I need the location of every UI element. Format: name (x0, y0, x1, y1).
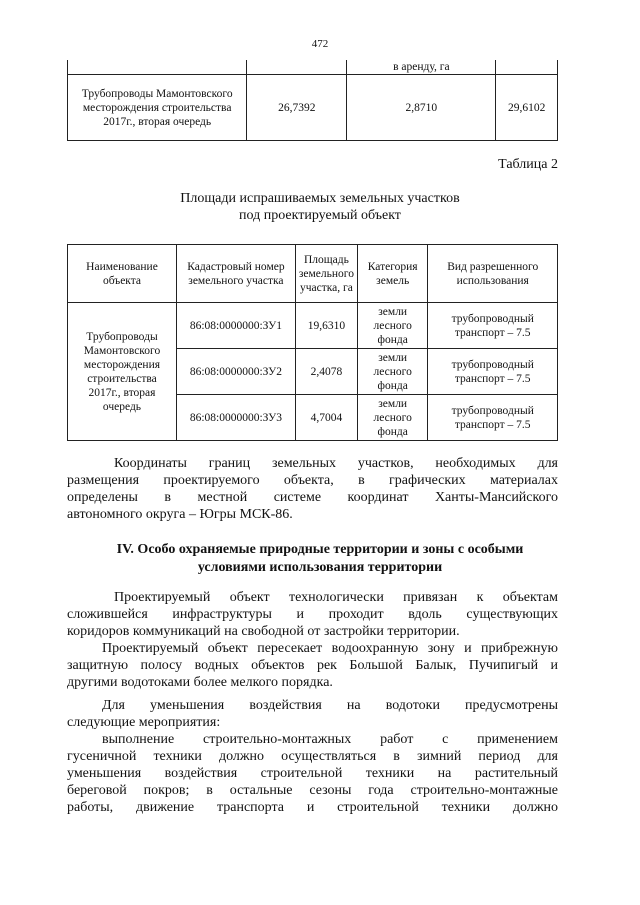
table-title-line: Площади испрашиваемых земельных участков (180, 191, 460, 206)
paragraph-coordinates (67, 455, 558, 523)
area-cell: 4,7004 (295, 395, 357, 441)
table-row (68, 303, 558, 349)
text-line: Проектируемый объект пересекает водоохранную зону и прибрежную (102, 641, 558, 656)
paragraph-1 (67, 589, 558, 640)
text-line: защитную полосу водных объектов рек Большой Балык, Пучипигый и (67, 658, 558, 673)
page-number: 472 (311, 38, 329, 50)
land-category-cell: земли лесного фонда (357, 303, 428, 349)
paragraph-3 (67, 697, 558, 731)
table-cell (247, 60, 347, 75)
header-object-name: Наименование объекта (68, 245, 177, 303)
table-cell-header-fragment: в аренду, га (347, 60, 496, 75)
permitted-use-cell: трубопроводный транспорт – 7.5 (428, 349, 558, 395)
text-line: Для уменьшения воздействия на водотоки предусмотрены (102, 698, 558, 713)
header-permitted-use: Вид разрешенного использования (428, 245, 558, 303)
land-category-cell: земли лесного фонда (357, 349, 428, 395)
text-line: Проектируемый объект технологически привязан к объектам (114, 590, 558, 605)
cadastral-number-cell: 86:08:0000000:ЗУ1 (176, 303, 295, 349)
object-name-cell: Трубопроводы Мамонтовского месторождения строительства 2017г., вторая очередь (68, 303, 177, 441)
text-line: определены в местной системе координат Ханты-Мансийского (67, 490, 558, 505)
table-title (0, 190, 640, 224)
text-line: гусеничной техники должно осуществляться в зимний период для (67, 749, 558, 764)
value-cell: 29,6102 (496, 75, 558, 141)
text-line: другими водотоками более мелкого порядка. (67, 675, 333, 690)
object-name-cell: Трубопроводы Мамонтовского месторождения строительства 2017г., вторая очередь (68, 75, 247, 141)
table-cell (496, 60, 558, 75)
text-line: уменьшения воздействия строительной техники на растительный (67, 766, 558, 781)
permitted-use-cell: трубопроводный транспорт – 7.5 (428, 303, 558, 349)
cadastral-number-cell: 86:08:0000000:ЗУ2 (176, 349, 295, 395)
value-cell: 2,8710 (347, 75, 496, 141)
land-category-cell: земли лесного фонда (357, 395, 428, 441)
table-1-fragment (67, 60, 558, 141)
table-cell (68, 60, 247, 75)
value-cell: 26,7392 (247, 75, 347, 141)
header-cadastral-number: Кадастровый номер земельного участка (176, 245, 295, 303)
header-land-category: Категория земель (357, 245, 428, 303)
land-plots-table (67, 244, 558, 441)
text-line: коридоров коммуникаций на свободной от застройки территории. (67, 624, 460, 639)
area-cell: 19,6310 (295, 303, 357, 349)
text-line: Координаты границ земельных участков, необходимых для (114, 456, 558, 471)
area-cell: 2,4078 (295, 349, 357, 395)
table-header-row (68, 245, 558, 303)
text-line: работы, движение транспорта и строительной техники должно (67, 800, 558, 815)
section-heading-line: условиями использования территории (197, 560, 443, 575)
text-line: сложившейся инфраструктуры и проходит вдоль существующих (67, 607, 558, 622)
text-line: береговой покров; в остальные сезоны года строительно-монтажные (67, 783, 558, 798)
paragraph-4 (67, 731, 558, 816)
paragraph-2 (67, 640, 558, 691)
text-line: автономного округа – Югры МСК-86. (67, 507, 293, 522)
text-line: выполнение строительно-монтажных работ с применением (102, 732, 558, 747)
text-line: размещения проектируемого объекта, в графических материалах (67, 473, 558, 488)
table-row (68, 60, 558, 75)
header-area: Площадь земельного участка, га (295, 245, 357, 303)
table-row (68, 75, 558, 141)
table-caption: Таблица 2 (498, 157, 558, 172)
section-heading-line: IV. Особо охраняемые природные территории и зоны с особыми (116, 542, 524, 557)
section-heading (0, 541, 640, 577)
cadastral-number-cell: 86:08:0000000:ЗУ3 (176, 395, 295, 441)
permitted-use-cell: трубопроводный транспорт – 7.5 (428, 395, 558, 441)
table-title-line: под проектируемый объект (239, 208, 401, 223)
text-line: следующие мероприятия: (67, 715, 221, 730)
